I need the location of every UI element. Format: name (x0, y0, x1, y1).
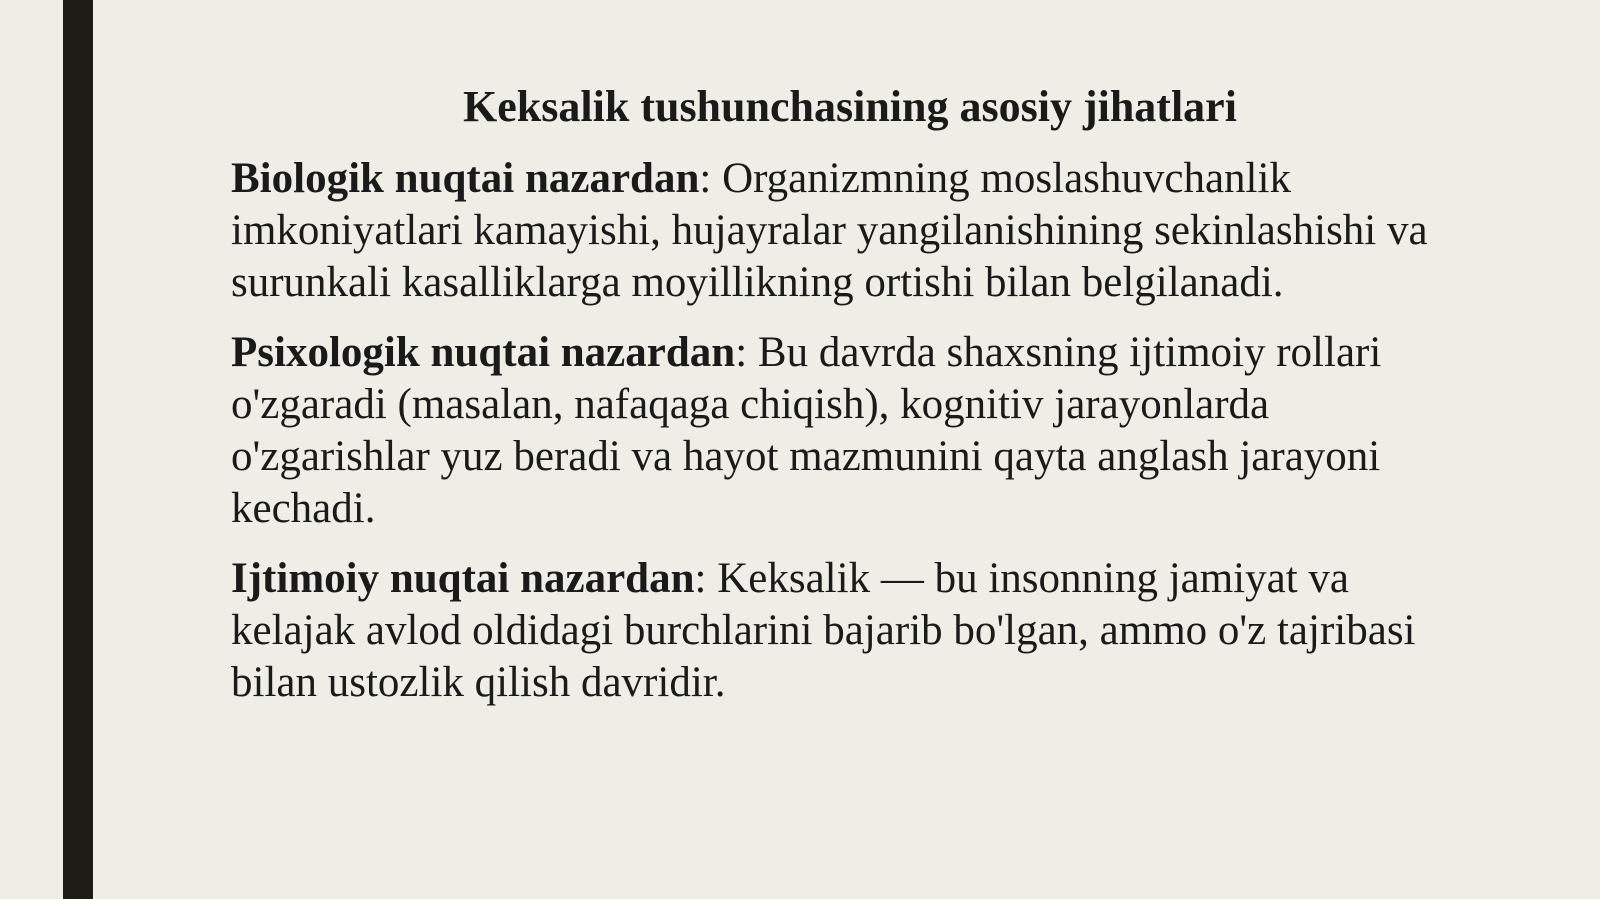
paragraph-separator: : (699, 155, 723, 202)
paragraph-term: Psixologik nuqtai nazardan (231, 329, 736, 376)
paragraph-psychological (231, 327, 1471, 535)
paragraph-term: Biologik nuqtai nazardan (231, 155, 700, 202)
paragraph-text: Organizmning moslashuvchanlik imkoniyatlari kamayishi, hujayralar yangilanishining sekinlashishi va surunkali kasalliklarga moyillikning ortishi bilan belgilanadi. (231, 155, 1428, 306)
paragraph-text: Bu davrda shaxsning ijtimoiy rollari o'zgaradi (masalan, nafaqaga chiqish), kognitiv jarayonlarda o'zgarishlar yuz beradi va hayot mazmunini qayta anglash jarayoni kechadi. (231, 329, 1382, 532)
paragraph-separator: : (694, 555, 718, 602)
paragraph-term: Ijtimoiy nuqtai nazardan (231, 555, 695, 602)
slide-title: Keksalik tushunchasining asosiy jihatlari (463, 82, 1237, 131)
accent-bar (63, 0, 93, 899)
slide-content (231, 153, 1471, 727)
paragraph-biological (231, 153, 1471, 309)
paragraph-text: Keksalik — bu insonning jamiyat va kelajak avlod oldidagi burchlarini bajarib bo'lgan, ammo o'z tajribasi bilan ustozlik qilish davridir. (231, 555, 1416, 706)
paragraph-social (231, 553, 1471, 709)
paragraph-separator: : (735, 329, 758, 376)
